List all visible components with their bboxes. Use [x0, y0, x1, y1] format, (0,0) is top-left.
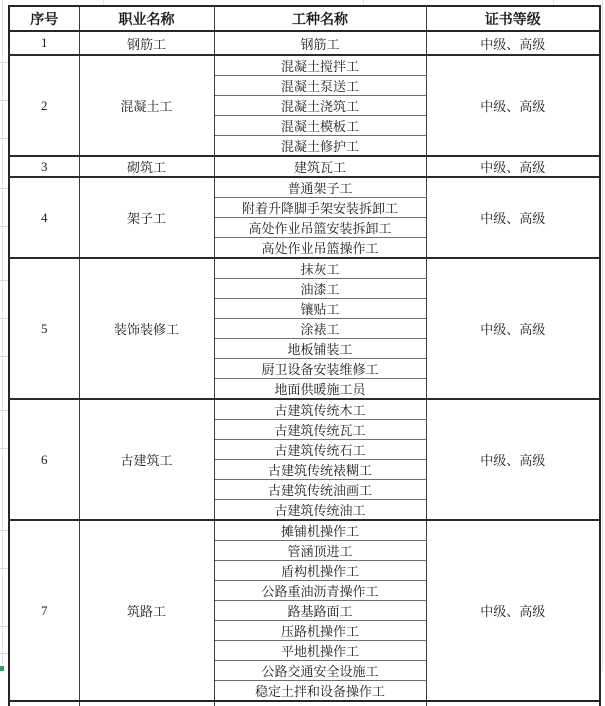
trade-cell[interactable]: 古建筑传统瓦工: [214, 420, 426, 440]
row-number-cell[interactable]: 7: [9, 520, 79, 701]
level-cell[interactable]: 中级、高级: [426, 156, 600, 177]
row-number-cell[interactable]: 4: [9, 177, 79, 258]
sheet-gridline-tick: [0, 280, 8, 281]
trade-cell[interactable]: 古建筑传统油工: [214, 500, 426, 521]
header-row: [9, 6, 600, 31]
trade-cell[interactable]: 盾构机操作工: [214, 561, 426, 581]
table-row: [9, 399, 600, 420]
trade-cell[interactable]: 公路重油沥青操作工: [214, 581, 426, 601]
sheet-gridline-tick: [0, 226, 8, 227]
trade-cell[interactable]: 平地机操作工: [214, 641, 426, 661]
trade-cell[interactable]: 稳定土拌和设备操作工: [214, 681, 426, 702]
col-header-occupation[interactable]: 职业名称: [79, 6, 214, 31]
row-number-cell[interactable]: 6: [9, 399, 79, 520]
row-number-cell[interactable]: 3: [9, 156, 79, 177]
table-body: [9, 31, 600, 706]
table-header: [9, 6, 600, 31]
sheet-corner-accent: [0, 666, 4, 671]
sheet-gridline-tick: [0, 100, 8, 101]
row-number-cell[interactable]: 2: [9, 55, 79, 156]
sheet-gridline-tick: [0, 410, 8, 411]
trade-cell[interactable]: 镶贴工: [214, 299, 426, 319]
row-number-cell[interactable]: 5: [9, 258, 79, 399]
occupation-cell[interactable]: 砌筑工: [79, 156, 214, 177]
sheet-gridline-tick: [0, 568, 8, 569]
partial-cell: [214, 701, 426, 706]
trade-cell[interactable]: 摊铺机操作工: [214, 520, 426, 541]
trade-cell[interactable]: 古建筑传统油画工: [214, 480, 426, 500]
level-cell[interactable]: 中级、高级: [426, 520, 600, 701]
trade-cell[interactable]: 公路交通安全设施工: [214, 661, 426, 681]
occupation-cell[interactable]: 筑路工: [79, 520, 214, 701]
sheet-gridline-tick: [0, 448, 8, 449]
trade-cell[interactable]: 混凝土模板工: [214, 116, 426, 136]
trade-cell[interactable]: 路基路面工: [214, 601, 426, 621]
level-cell[interactable]: 中级、高级: [426, 258, 600, 399]
level-cell[interactable]: 中级、高级: [426, 399, 600, 520]
trade-cell[interactable]: 厨卫设备安装维修工: [214, 359, 426, 379]
trade-cell[interactable]: 抹灰工: [214, 258, 426, 279]
sheet-gridline-tick: [0, 356, 8, 357]
partial-row: [9, 701, 600, 706]
trade-cell[interactable]: 地面供暖施工员: [214, 379, 426, 400]
trade-cell[interactable]: 混凝土泵送工: [214, 76, 426, 96]
trade-cell[interactable]: 古建筑传统裱糊工: [214, 460, 426, 480]
trade-cell[interactable]: 压路机操作工: [214, 621, 426, 641]
trade-cell[interactable]: 高处作业吊篮操作工: [214, 238, 426, 259]
table-row: [9, 156, 600, 177]
sheet-gridline-tick: [0, 653, 8, 654]
trade-cell[interactable]: 涂裱工: [214, 319, 426, 339]
occupation-cell[interactable]: 装饰装修工: [79, 258, 214, 399]
trade-cell[interactable]: 混凝土浇筑工: [214, 96, 426, 116]
trade-cell[interactable]: 油漆工: [214, 279, 426, 299]
trade-cell[interactable]: 高处作业吊篮安装拆卸工: [214, 218, 426, 238]
trade-cell[interactable]: 混凝土修护工: [214, 136, 426, 157]
col-header-level[interactable]: 证书等级: [426, 6, 600, 31]
sheet-gridline-tick: [0, 138, 8, 139]
sheet-gridline-tick: [0, 318, 8, 319]
table-row: [9, 258, 600, 279]
level-cell[interactable]: 中级、高级: [426, 31, 600, 55]
partial-cell: [79, 701, 214, 706]
trade-cell[interactable]: 附着升降脚手架安装拆卸工: [214, 198, 426, 218]
occupation-cell[interactable]: 架子工: [79, 177, 214, 258]
occupation-cell[interactable]: 钢筋工: [79, 31, 214, 55]
trade-cell[interactable]: 普通架子工: [214, 177, 426, 198]
sheet-gridline-tick: [0, 62, 8, 63]
occupation-cell[interactable]: 混凝土工: [79, 55, 214, 156]
trade-cell[interactable]: 钢筋工: [214, 31, 426, 55]
certification-table: [8, 5, 601, 706]
trade-cell[interactable]: 地板铺装工: [214, 339, 426, 359]
table-row: [9, 31, 600, 55]
trade-cell[interactable]: 混凝土搅拌工: [214, 55, 426, 76]
table-row: [9, 177, 600, 198]
sheet-gridline-tick: [0, 626, 8, 627]
occupation-cell[interactable]: 古建筑工: [79, 399, 214, 520]
trade-cell[interactable]: 管涵顶进工: [214, 541, 426, 561]
table-row: [9, 55, 600, 76]
trade-cell[interactable]: 建筑瓦工: [214, 156, 426, 177]
sheet-gridline-right: [602, 0, 603, 671]
partial-cell: [9, 701, 79, 706]
level-cell[interactable]: 中级、高级: [426, 177, 600, 258]
row-number-cell[interactable]: 1: [9, 31, 79, 55]
trade-cell[interactable]: 古建筑传统木工: [214, 399, 426, 420]
col-header-trade[interactable]: 工种名称: [214, 6, 426, 31]
sheet-gridline-tick: [0, 530, 8, 531]
table-row: [9, 520, 600, 541]
col-header-no[interactable]: 序号: [9, 6, 79, 31]
partial-cell: [426, 701, 600, 706]
level-cell[interactable]: 中级、高级: [426, 55, 600, 156]
trade-cell[interactable]: 古建筑传统石工: [214, 440, 426, 460]
sheet-gridline-tick: [0, 188, 8, 189]
